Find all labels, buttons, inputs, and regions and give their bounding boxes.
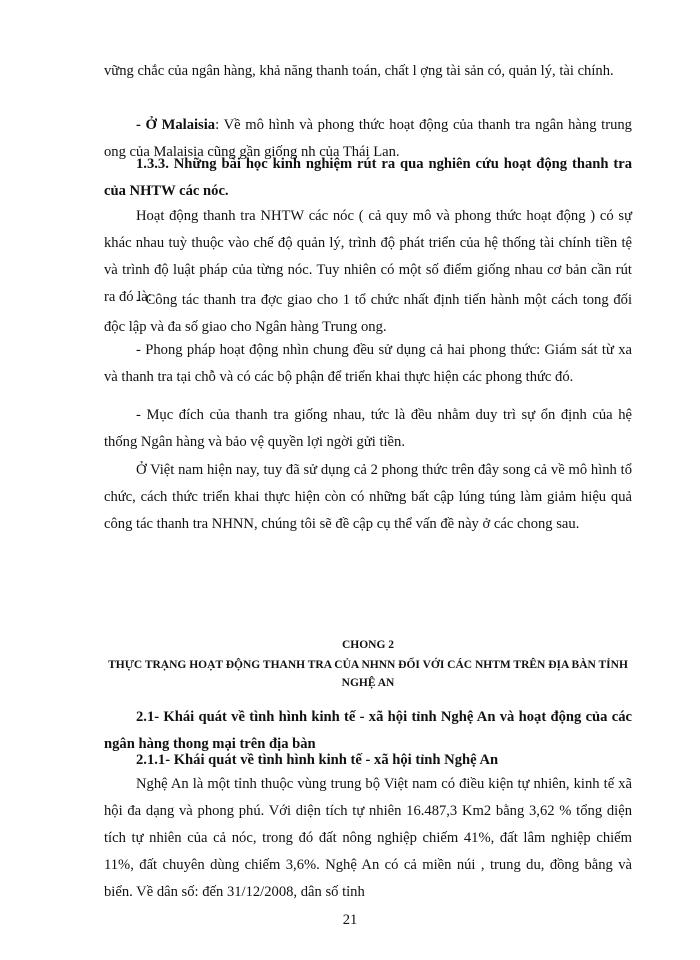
section-heading-1-3-3: 1.3.3. Những bài học kinh nghiệm rút ra qua nghiên cứu hoạt động thanh tra của NHTW các nóc. <box>104 156 632 199</box>
section-heading-2-1-1: 2.1.1- Khái quát về tình hình kinh tế - xã hội tỉnh Nghệ An <box>136 752 499 768</box>
malaysia-label: - Ở Malaisia <box>136 117 216 133</box>
paragraph-continuation: vững chắc của ngân hàng, khả năng thanh toán, chất l ợng tài sản có, quản lý, tài chính. <box>104 63 614 79</box>
paragraph-nghe-an: Nghệ An là một tỉnh thuộc vùng trung bộ Việt nam có điều kiện tự nhiên, kinh tế xã hội đa dạng và phong phú. Với diện tích tự nhiên 16.487,3 Km2 bằng 3,62 % tổng diện tích tự nhiên của cả nóc, trong đó đất nông nghiệp chiếm 41%, đất lâm nghiệp chiếm 11%, đất chuyên dùng chiếm 3,6%. Nghệ An có cả miền núi , trung du, đồng bằng và biển. Về dân số: đến 31/12/2008, dân số tỉnh <box>104 776 632 900</box>
bullet-2: - Phong pháp hoạt động nhìn chung đều sử dụng cả hai phong thức: Giám sát từ xa và thanh tra tại chỗ và có các bộ phận để triển khai thực hiện các phong thức đó. <box>104 342 632 385</box>
malaysia-text: : Về mô hình và phong thức hoạt động của thanh tra ngân hàng trung ong của Malaisia cũng gần giống nh của Thái Lan. <box>104 117 632 160</box>
bullet-3: - Mục đích của thanh tra giống nhau, tức là đều nhằm duy trì sự ổn định của hệ thống Ngân hàng và bảo vệ quyền lợi ngời gửi tiền. <box>104 407 632 450</box>
paragraph-intro: Hoạt động thanh tra NHTW các nóc ( cả quy mô và phong thức hoạt động ) có sự khác nhau tuỳ thuộc vào chế độ quản lý, trình độ phát triển của hệ thống tài chính tiền tệ và trình độ luật pháp của từng nóc. Tuy nhiên có một số điểm giống nhau cơ bản cần rút ra đó là: <box>104 208 632 305</box>
paragraph-vietnam: Ở Việt nam hiện nay, tuy đã sử dụng cả 2 phong thức trên đây song cả về mô hình tổ chức, cách thức triển khai thực hiện còn có những bất cập lúng túng làm giảm hiệu quả công tác thanh tra NHNN, chúng tôi sẽ đề cập cụ thể vấn đề này ở các chong sau. <box>104 462 632 532</box>
section-heading-2-1: 2.1- Khái quát về tình hình kinh tế - xã hội tỉnh Nghệ An và hoạt động của các ngân hàng thong mại trên địa bàn <box>104 709 632 752</box>
page-number: 21 <box>342 912 358 928</box>
chapter-title: THỰC TRẠNG HOẠT ĐỘNG THANH TRA CỦA NHNN ĐỐI VỚI CÁC NHTM TRÊN ĐỊA BÀN TỈNH NGHỆ AN <box>108 659 628 689</box>
chapter-label: CHONG 2 <box>341 639 395 651</box>
bullet-1: - Công tác thanh tra đợc giao cho 1 tổ chức nhất định tiến hành một cách tong đối độc lập và đa số giao cho Ngân hàng Trung ong. <box>104 292 632 335</box>
